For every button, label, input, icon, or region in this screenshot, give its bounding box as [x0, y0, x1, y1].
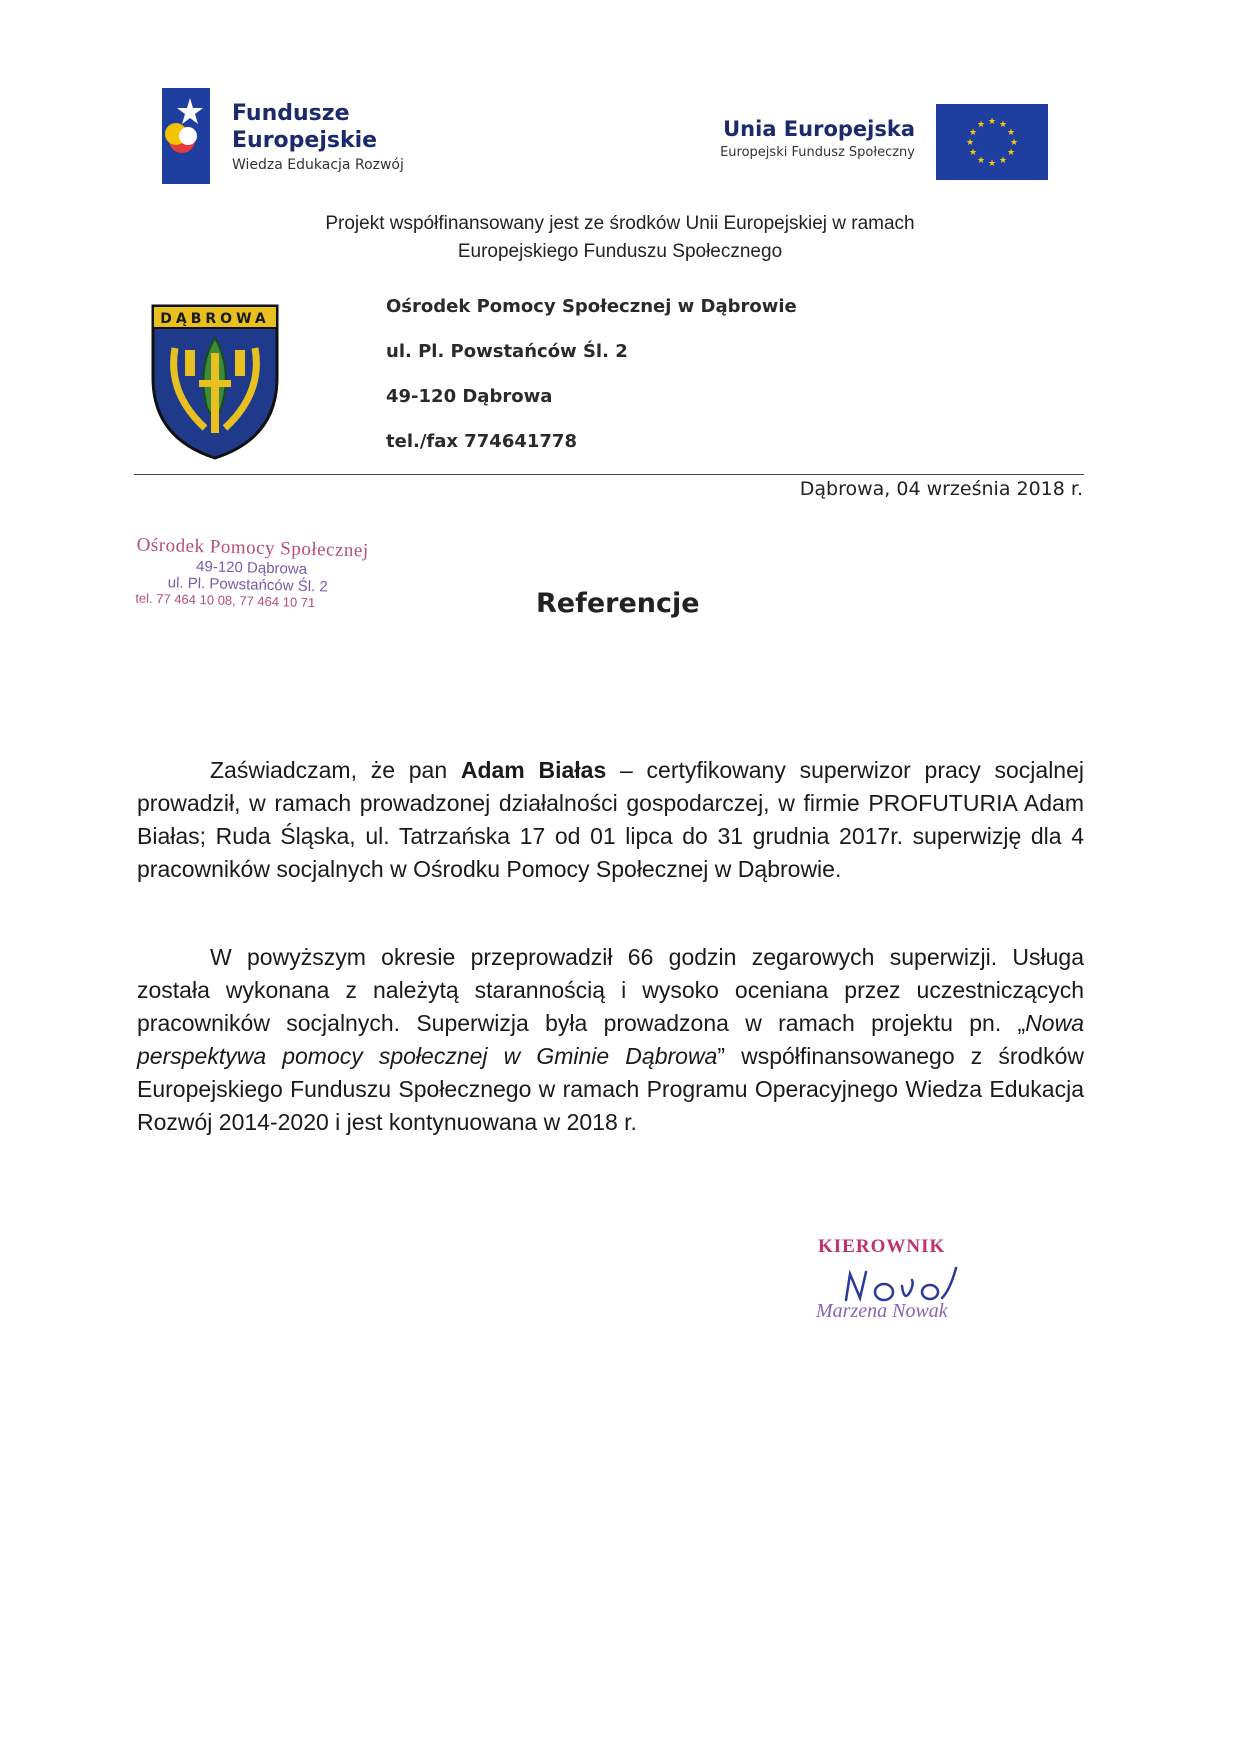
- stamp-line1: Ośrodek Pomocy Społecznej: [136, 534, 369, 562]
- svg-text:★: ★: [1006, 148, 1016, 158]
- paragraph-1-name: Adam Białas: [460, 757, 607, 783]
- svg-text:★: ★: [998, 120, 1008, 130]
- date-line: Dąbrowa, 04 września 2018 r.: [799, 478, 1083, 500]
- svg-text:★: ★: [976, 120, 986, 130]
- cofinancing-line1: Projekt współfinansowany jest ze środków Unii Europejskiej w ramach: [325, 213, 915, 234]
- paragraph-2-part2: ” współfinansowanego z środków Europejskiego Funduszu Społecznego w ramach Programu Operacyjnego Wiedza Edukacja Rozwój 2014-2020 i jest kontynuowana w 2018 r.: [137, 1043, 1084, 1135]
- svg-text:★: ★: [1006, 128, 1016, 138]
- signature-role: KIEROWNIK: [818, 1236, 946, 1257]
- dabrowa-crest-icon: [145, 298, 285, 463]
- fe-subtitle: Wiedza Edukacja Rozwój: [232, 157, 404, 173]
- signature-name-stamp: Marzena Nowak: [816, 1300, 948, 1322]
- crest-text: DĄBROWA: [160, 311, 270, 327]
- fundusze-europejskie-logo-icon: [162, 88, 210, 184]
- svg-text:★: ★: [968, 128, 978, 138]
- paragraph-1: [137, 754, 1084, 886]
- cofinancing-line2: Europejskiego Funduszu Społecznego: [457, 241, 783, 262]
- header-divider: [134, 474, 1084, 475]
- paragraph-1-prefix: Zaświadczam, że pan: [210, 757, 461, 783]
- institution-phone: tel./fax 774641778: [386, 431, 577, 452]
- ue-logo-text: [720, 117, 915, 160]
- svg-text:★: ★: [965, 138, 975, 148]
- institution-street: ul. Pl. Powstańców Śl. 2: [386, 341, 628, 362]
- cofinancing-statement: [240, 210, 1000, 266]
- stamp-line4: tel. 77 464 10 08, 77 464 10 71: [135, 590, 316, 611]
- paragraph-1-rest: – certyfikowany superwizor pracy socjalnej prowadził, w ramach prowadzonej działalności gospodarczej, w firmie PROFUTURIA Adam Białas; Ruda Śląska, ul. Tatrzańska 17 od 01 lipca do 31 grudnia 2017r. superwizję dla 4 pracowników socjalnych w Ośrodku Pomocy Społecznej w Dąbrowie.: [137, 757, 1084, 882]
- paragraph-2-project-title: Nowa perspektywa pomocy społecznej w Gminie Dąbrowa: [137, 1010, 1084, 1069]
- svg-text:★: ★: [1009, 138, 1019, 148]
- svg-text:★: ★: [976, 156, 986, 166]
- eu-flag-icon: [936, 104, 1048, 180]
- svg-text:★: ★: [987, 117, 997, 127]
- document-title: Referencje: [536, 588, 700, 619]
- fe-logo-text: [232, 100, 404, 173]
- fe-name-line2: Europejskie: [232, 128, 378, 153]
- paragraph-2: [137, 941, 1084, 1139]
- ue-name: Unia Europejska: [723, 117, 915, 141]
- fe-name-line1: Fundusze: [232, 101, 350, 126]
- paragraph-2-part1: W powyższym okresie przeprowadził 66 godzin zegarowych superwizji. Usługa została wykonana z należytą starannością i wysoko oceniana przez uczestniczących pracowników socjalnych. Superwizja była prowadzona w ramach projektu pn. „: [137, 944, 1084, 1036]
- stamp-line3: ul. Pl. Powstańców Śl. 2: [167, 574, 328, 596]
- ue-subtitle: Europejski Fundusz Społeczny: [720, 145, 915, 160]
- office-stamp: [135, 534, 407, 612]
- institution-postal-city: 49-120 Dąbrowa: [386, 386, 553, 407]
- svg-text:★: ★: [968, 148, 978, 158]
- institution-name: Ośrodek Pomocy Społecznej w Dąbrowie: [386, 296, 797, 317]
- svg-text:★: ★: [998, 156, 1008, 166]
- svg-text:★: ★: [987, 159, 997, 169]
- stamp-line2: 49-120 Dąbrowa: [195, 558, 308, 578]
